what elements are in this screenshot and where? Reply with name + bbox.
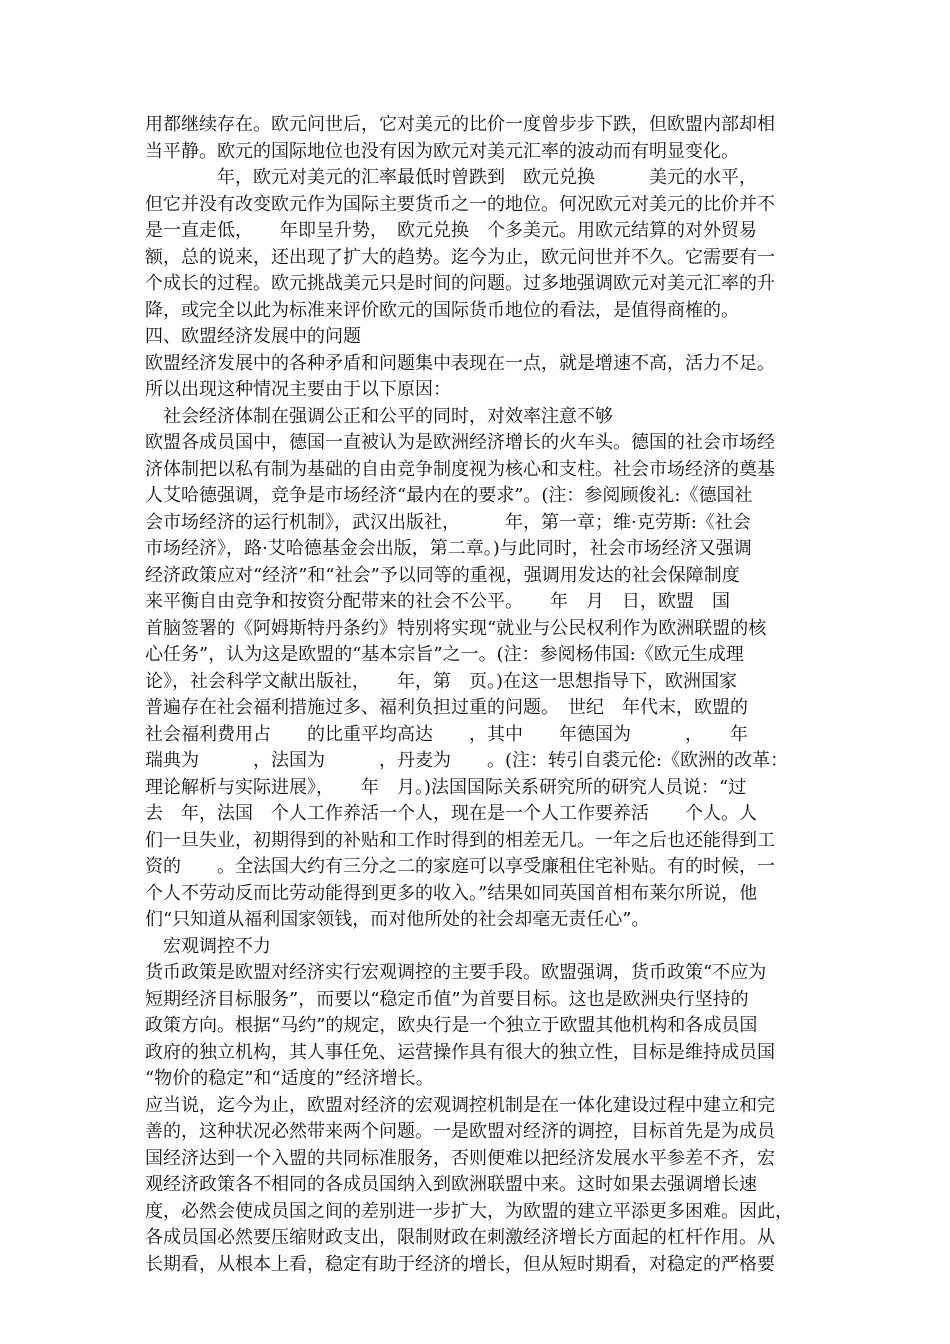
text-line: 瑞典为 ，法国为 ，丹麦为 。(注：转引自裘元伦:《欧洲的改革： — [145, 750, 789, 771]
text-line: 货币政策是欧盟对经济实行宏观调控的主要手段。欧盟强调，货币政策“不应为 — [145, 962, 767, 983]
text-line: 经济政策应对“经济”和“社会”予以同等的重视，强调用发达的社会保障制度 — [145, 564, 740, 586]
text-line: 降，或完全以此为标准来评价欧元的国际货币地位的看法，是值得商榷的。 — [145, 299, 739, 321]
text-line: 应当说，迄今为止，欧盟对经济的宏观调控机制是在一体化建设过程中建立和完 — [145, 1094, 775, 1116]
text-line: 是一直走低， 年即呈升势， 欧元兑换 个多美元。用欧元结算的对外贸易 — [145, 220, 757, 241]
text-line: 长期看，从根本上看，稳定有助于经济的增长，但从短时期看，对稳定的严格要 — [145, 1253, 775, 1275]
text-line: 来平衡自由竞争和按资分配带来的社会不公平。 年 月 日，欧盟 国 — [145, 591, 730, 612]
text-line: 年，欧元对美元的汇率最低时曾跌到 欧元兑换 美元的水平， — [145, 167, 757, 188]
text-line: “物价的稳定”和“适度的”经济增长。 — [145, 1068, 434, 1089]
text-line: 论》，社会科学文献出版社， 年，第 页。)在这一思想指导下，欧洲国家 — [145, 670, 738, 692]
text-line: 人艾哈德强调，竞争是市场经济“最内在的要求”。(注：参阅顾俊礼:《德国社 — [145, 485, 753, 506]
text-line: 们一旦失业，初期得到的补贴和工作时得到的相差无几。一年之后也还能得到工 — [145, 829, 775, 851]
body-text — [145, 112, 825, 1278]
text-line: 但它并没有改变欧元作为国际主要货币之一的地位。何况欧元对美元的比价并不 — [145, 193, 775, 215]
text-line: 度，必然会使成员国之间的差别进一步扩大，为欧盟的建立平添更多困难。因此， — [145, 1200, 793, 1222]
text-line: 心任务”，认为这是欧盟的“基本宗旨”之一。(注：参阅杨伟国:《欧元生成理 — [145, 644, 744, 665]
text-line: 个成长的过程。欧元挑战美元只是时间的问题。过多地强调欧元对美元汇率的升 — [145, 273, 775, 294]
text-line: 政府的独立机构，其人事任免、运营操作具有很大的独立性，目标是维持成员国 — [145, 1041, 775, 1063]
text-line: 资的 。全法国大约有三分之二的家庭可以享受廉租住宅补贴。有的时候，一 — [145, 856, 775, 877]
text-line: 政策方向。根据“马约”的规定，欧央行是一个独立于欧盟其他机构和各成员国 — [145, 1015, 758, 1036]
text-line: 们“只知道从福利国家领钱，而对他所处的社会却毫无责任心”。 — [145, 909, 650, 930]
text-line: 社会福利费用占 的比重平均高达 ，其中 年德国为 ， 年 — [145, 723, 748, 745]
text-line: 短期经济目标服务”，而要以“稳定币值”为首要目标。这也是欧洲央行坚持的 — [145, 988, 749, 1010]
text-line: 会市场经济的运行机制》，武汉出版社， 年，第一章；维·克劳斯:《社会 — [145, 511, 751, 533]
text-line: 当平静。欧元的国际地位也没有因为欧元对美元汇率的波动而有明显变化。 — [145, 140, 739, 162]
text-line: 各成员国必然要压缩财政支出，限制财政在刺激经济增长方面起的杠杆作用。从 — [145, 1227, 775, 1248]
text-line: 普遍存在社会福利措施过多、福利负担过重的问题。 世纪 年代末，欧盟的 — [145, 697, 748, 718]
text-line: 首脑签署的《阿姆斯特丹条约》特别将实现“就业与公民权利作为欧洲联盟的核 — [145, 617, 767, 639]
text-line: 善的，这种状况必然带来两个问题。一是欧盟对经济的调控，目标首先是为成员 — [145, 1121, 775, 1142]
text-line: 欧盟各成员国中，德国一直被认为是欧洲经济增长的火车头。德国的社会市场经 — [145, 432, 775, 453]
text-line: 个人不劳动反而比劳动能得到更多的收入。”结果如同英国首相布莱尔所说，他 — [145, 882, 758, 904]
text-line: 宏观调控不力 — [145, 935, 271, 957]
text-line: 社会经济体制在强调公正和公平的同时，对效率注意不够 — [145, 405, 613, 427]
text-line: 用都继续存在。欧元问世后，它对美元的比价一度曾步步下跌，但欧盟内部却相 — [145, 114, 775, 135]
text-line: 理论解析与实际进展》， 年 月。)法国国际关系研究所的研究人员说：“过 — [145, 776, 747, 798]
text-line: 去 年，法国 个人工作养活一个人，现在是一个人工作要养活 个人。人 — [145, 803, 757, 824]
text-line: 市场经济》，路·艾哈德基金会出版，第二章。)与此同时，社会市场经济又强调 — [145, 538, 752, 559]
text-line: 四、欧盟经济发展中的问题 — [145, 326, 361, 347]
text-line: 济体制把以私有制为基础的自由竞争制度视为核心和支柱。社会市场经济的奠基 — [145, 458, 775, 480]
text-line: 额，总的说来，还出现了扩大的趋势。迄今为止，欧元问世并不久。它需要有一 — [145, 246, 775, 268]
text-line: 观经济政策各不相同的各成员国纳入到欧洲联盟中来。这时如果去强调增长速 — [145, 1174, 757, 1195]
text-line: 国经济达到一个入盟的共同标准服务，否则便难以把经济发展水平参差不齐，宏 — [145, 1147, 775, 1169]
text-line: 所以出现这种情况主要由于以下原因： — [145, 379, 451, 400]
text-line: 欧盟经济发展中的各种矛盾和问题集中表现在一点，就是增速不高，活力不足。 — [145, 352, 775, 374]
